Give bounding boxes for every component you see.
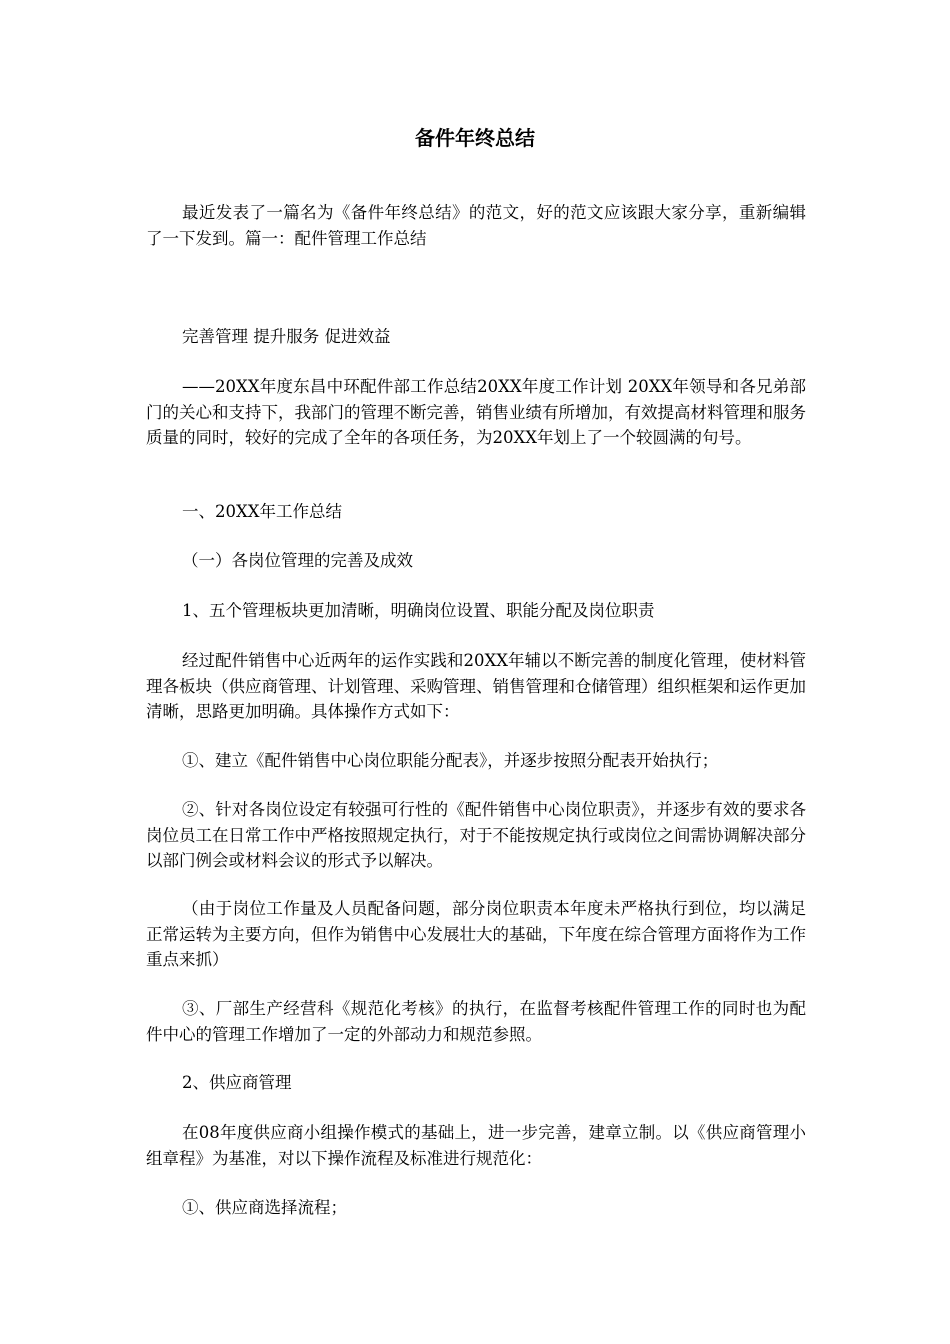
subsection-heading-1: （一）各岗位管理的完善及成效: [182, 551, 413, 570]
document-title: 备件年终总结: [415, 126, 535, 150]
section-heading-1: 一、20XX年工作总结: [182, 502, 342, 521]
paragraph-note: （由于岗位工作量及人员配备问题，部分岗位职责本年度未严格执行到位，均以满足正常运转为主要方向，但作为销售中心发展壮大的基础，下年度在综合管理方面将作为工作重点来抓）: [146, 899, 806, 969]
list-item-2: ②、针对各岗位设定有较强可行性的《配件销售中心岗位职责》，并逐步有效的要求各岗位员工在日常工作中严格按照规定执行，对于不能按规定执行或岗位之间需协调解决部分以部门例会或材料会议的形式予以解决。: [146, 800, 806, 870]
paragraph-practice: 经过配件销售中心近两年的运作实践和20XX年辅以不断完善的制度化管理，使材料管理各板块（供应商管理、计划管理、采购管理、销售管理和仓储管理）组织框架和运作更加清晰，思路更加明确。具体操作方式如下：: [146, 651, 806, 721]
item-heading-1: 1、五个管理板块更加清晰，明确岗位设置、职能分配及岗位职责: [182, 601, 655, 620]
paragraph-intro: 最近发表了一篇名为《备件年终总结》的范文，好的范文应该跟大家分享，重新编辑了一下发到。篇一：配件管理工作总结: [146, 203, 806, 248]
list-item-supplier-1: ①、供应商选择流程；: [182, 1198, 347, 1217]
list-item-3: ③、厂部生产经营科《规范化考核》的执行，在监督考核配件管理工作的同时也为配件中心的管理工作增加了一定的外部动力和规范参照。: [146, 999, 806, 1044]
list-item-1: ①、建立《配件销售中心岗位职能分配表》，并逐步按照分配表开始执行；: [182, 751, 719, 770]
item-heading-2: 2、供应商管理: [182, 1073, 292, 1092]
paragraph-slogan: 完善管理 提升服务 促进效益: [182, 327, 391, 346]
paragraph-supplier: 在08年度供应商小组操作模式的基础上，进一步完善，建章立制。以《供应商管理小组章程》为基准，对以下操作流程及标准进行规范化：: [146, 1123, 806, 1168]
paragraph-summary-overview: ——20XX年度东昌中环配件部工作总结20XX年度工作计划 20XX年领导和各兄弟部门的关心和支持下，我部门的管理不断完善，销售业绩有所增加，有效提高材料管理和服务质量的同时，较好的完成了全年的各项任务，为20XX年划上了一个较圆满的句号。: [146, 377, 806, 447]
